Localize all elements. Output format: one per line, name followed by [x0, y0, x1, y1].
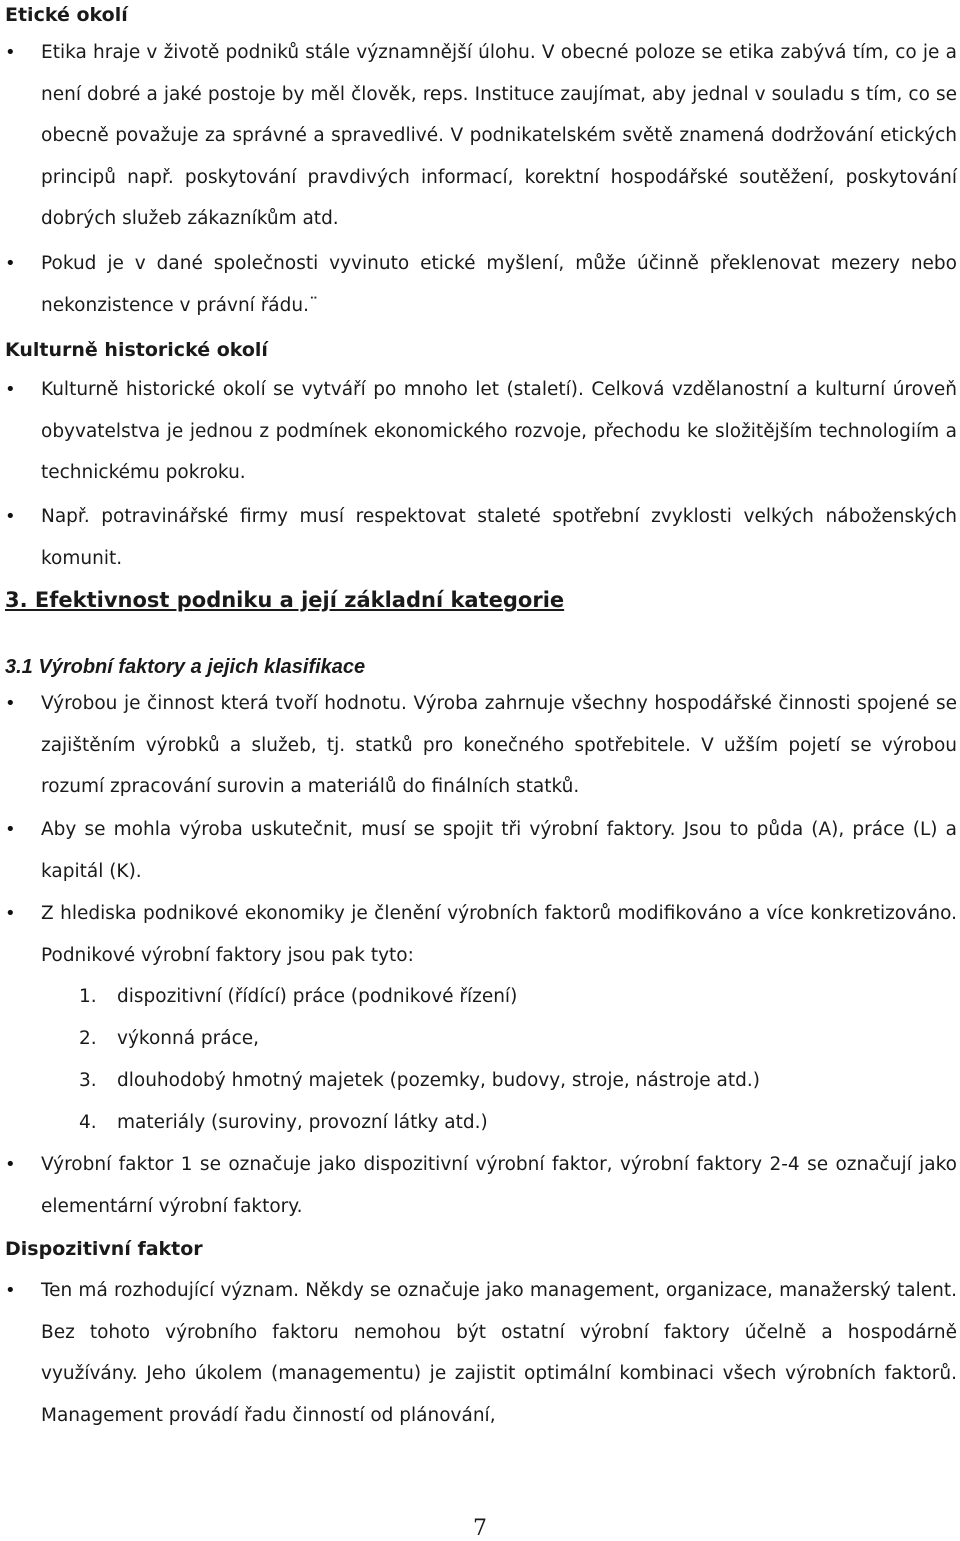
ordered-list-factors — [0, 976, 916, 1144]
section-title-efektivnost: 3. Efektivnost podniku a její základní kategorie — [5, 588, 565, 612]
bullet-vyrobni-2 — [0, 809, 960, 892]
bullet-eticke-2 — [0, 243, 960, 326]
list-item-text: dispozitivní (řídící) práce (podnikové řízení) — [117, 986, 518, 1007]
list-item-number: 3. — [79, 1070, 97, 1091]
bullet-icon: • — [5, 1280, 16, 1301]
bullet-icon: • — [5, 42, 16, 63]
list-item-number: 1. — [79, 986, 97, 1007]
bullet-vyrobni-4 — [0, 1144, 960, 1227]
bullet-eticke-1 — [0, 32, 960, 240]
heading-kulturne-historicke-okoli: Kulturně historické okolí — [5, 339, 268, 361]
bullet-vyrobni-1 — [0, 683, 960, 808]
page-number: 7 — [473, 1516, 487, 1541]
list-item-text: dlouhodobý hmotný majetek (pozemky, budovy, stroje, nástroje atd.) — [117, 1070, 760, 1091]
list-item — [0, 1060, 916, 1102]
paragraph-text: Např. potravinářské firmy musí respektovat staleté spotřební zvyklosti velkých náboženských komunit. — [41, 506, 957, 569]
paragraph-text: Výrobní faktor 1 se označuje jako dispozitivní výrobní faktor, výrobní faktory 2-4 se označují jako elementární výrobní faktory. — [41, 1154, 957, 1217]
list-item-number: 2. — [79, 1028, 97, 1049]
paragraph-text: Etika hraje v životě podniků stále významnější úlohu. V obecné poloze se etika zabývá tím, co je a není dobré a jaké postoje by měl člověk, reps. Instituce zaujímat, aby jednal v souladu s tím, co se obecně považuje za správné a spravedlivé. V podnikatelském světě znamená dodržování etických principů např. poskytování pravdivých informací, korektní hospodářské soutěžení, poskytování dobrých služeb zákazníkům atd. — [41, 42, 957, 229]
list-item — [0, 976, 916, 1018]
bullet-icon: • — [5, 506, 16, 527]
paragraph-text: Pokud je v dané společnosti vyvinuto etické myšlení, může účinně překlenovat mezery nebo nekonzistence v právní řádu.¨ — [41, 253, 957, 316]
bullet-icon: • — [5, 693, 16, 714]
paragraph-text: Ten má rozhodující význam. Někdy se označuje jako management, organizace, manažerský talent. Bez tohoto výrobního faktoru nemohou být ostatní výrobní faktory účelně a hospodárně využívány. Jeho úkolem (managementu) je zajistit optimální kombinaci všech výrobních faktorů. Management provádí řadu činností od plánování, — [41, 1280, 957, 1426]
bullet-icon: • — [5, 379, 16, 400]
list-item-text: materiály (suroviny, provozní látky atd.) — [117, 1112, 488, 1133]
heading-dispozitivni-faktor: Dispozitivní faktor — [5, 1238, 203, 1260]
list-item — [0, 1018, 916, 1060]
bullet-icon: • — [5, 903, 16, 924]
bullet-icon: • — [5, 1154, 16, 1175]
bullet-kulturne-2 — [0, 496, 960, 579]
list-item-text: výkonná práce, — [117, 1028, 260, 1049]
paragraph-text: Aby se mohla výroba uskutečnit, musí se spojit tři výrobní faktory. Jsou to půda (A), práce (L) a kapitál (K). — [41, 819, 957, 882]
bullet-vyrobni-3 — [0, 893, 960, 976]
list-item — [0, 1102, 916, 1144]
bullet-icon: • — [5, 253, 16, 274]
list-item-number: 4. — [79, 1112, 97, 1133]
heading-eticke-okoli: Etické okolí — [5, 4, 128, 26]
bullet-dispozitivni-1 — [0, 1270, 960, 1436]
bullet-icon: • — [5, 819, 16, 840]
bullet-kulturne-1 — [0, 369, 960, 494]
paragraph-text: Výrobou je činnost která tvoří hodnotu. Výroba zahrnuje všechny hospodářské činnosti spojené se zajištěním výrobků a služeb, tj. statků pro konečného spotřebitele. V užším pojetí se výrobou rozumí zpracování surovin a materiálů do finálních statků. — [41, 693, 957, 797]
paragraph-text: Z hlediska podnikové ekonomiky je členění výrobních faktorů modifikováno a více konkretizováno. Podnikové výrobní faktory jsou pak tyto: — [41, 903, 957, 966]
subsection-title-vyrobni-faktory: 3.1 Výrobní faktory a jejich klasifikace — [5, 656, 366, 678]
paragraph-text: Kulturně historické okolí se vytváří po mnoho let (staletí). Celková vzdělanostní a kulturní úroveň obyvatelstva je jednou z podmínek ekonomického rozvoje, přechodu ke složitějším technologiím a technickému pokroku. — [41, 379, 957, 483]
